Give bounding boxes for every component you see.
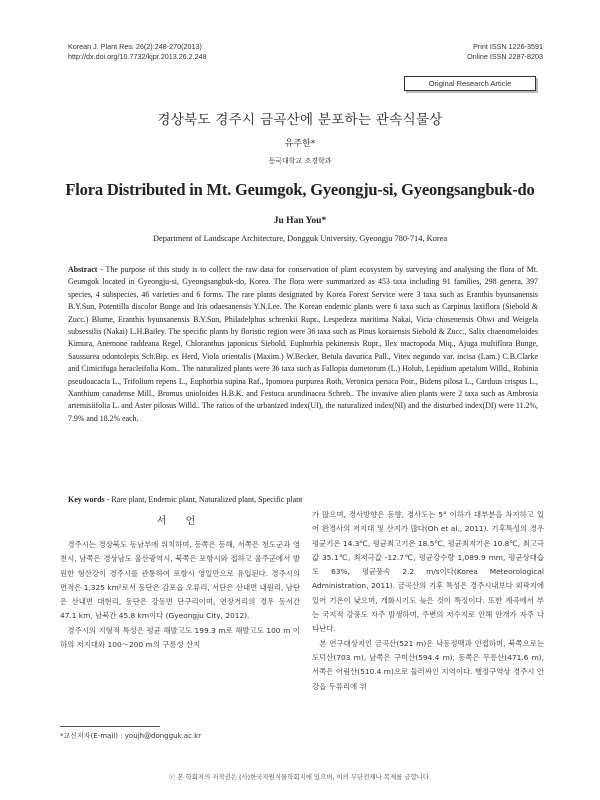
paragraph: 가 많으며, 경사방향은 동향, 경사도는 5° 이하가 대부분을 차지하고 있어 완경사의 저지대 및 산지가 많다(Oh et al., 2011). 기후특성의 경우 평균기온 14.3℃, 평균최고기온 18.5℃, 평균최저기온 10.8℃, 최고극값 35.1℃, 최저극값 -12.7℃, 평균강수량 1,089.9 mm, 평균상대습도 63%, 평균풍속 2.2 m/s이다(Korea Meteorological Administration, 2011). 금곡산의 기후 특성은 경주시내보다 외곽지에 있어 기온이 낮으며, 개화시기도 늦은 것이 특징이다. 또한 계곡에서 부는 국지적 강풍도 자주 발생하며, 주변의 저수지로 인해 안개가 자주 나타난다.: [312, 510, 544, 634]
korean-title: 경상북도 경주시 금곡산에 분포하는 관속식물상: [157, 112, 443, 128]
keywords-label: Key words: [68, 495, 105, 504]
left-column: [60, 538, 300, 652]
footnote-rule: [60, 726, 160, 727]
english-title: Flora Distributed in Mt. Geumgok, Gyeongju-si, Gyeongsangbuk-do: [65, 180, 535, 199]
abstract-label: Abstract: [68, 265, 98, 274]
paragraph: 본 연구대상지인 금곡산(521 m)은 낙동정맥과 인접하며, 북쪽으로는 도덕산(703 m), 남쪽은 구미산(594.4 m), 동쪽은 무릉산(471.6 m), 서쪽은 어림산(510.4 m)으로 둘러싸인 지역이다. 행정구역상 경주시 안강읍 두류리에 위: [312, 638, 544, 691]
copyright-notice: ⓒ 본 학회지의 저작권은 (사)한국자원식물학회지에 있으며, 이의 무단전재나 복제를 금합니다.: [168, 773, 432, 781]
issn-print: Print ISSN 1226-3591: [473, 42, 543, 51]
korean-affiliation: 동국대학교 조경학과: [268, 157, 332, 165]
journal-header-right: [340, 42, 543, 62]
corresponding-author-footnote: *교신저자(E-mail) : youjh@dongguk.ac.kr: [60, 732, 202, 740]
keywords: [68, 494, 538, 506]
issn-online: Online ISSN 2287-8203: [467, 52, 543, 61]
paragraph: 경주시의 지형적 특성은 평균 해발고도 199.3 m로 해발고도 100 m 이하의 저지대와 100～200 m의 구릉성 산지: [60, 625, 300, 650]
doi-link[interactable]: http://dx.doi.org/10.7732/kjpr.2013.26.2.248: [68, 52, 207, 61]
korean-author: 유주한*: [284, 139, 316, 149]
journal-citation: Korean J. Plant Res. 26(2):248-270(2013): [68, 42, 202, 51]
abstract-text: - The purpose of this study is to collect the raw data for conservation of plant ecosystem by surveying and analysing the flora of Mt. Geumgok located in Gyeongju-si, Gyeongsangbuk-do, Korea. The flora were summarized as 453 taxa including 91 families, 298 genera, 397 species, 4 subspecies, 46 varieties and 6 forms. The rare plants designated by Korea Forest Service were 3 taxa such as Eranthis byunsanensis B.Y.Sun, Potentilla discolor Bunge and Iris odaesanensis Y.N.Lee. The Korean endemic plants were 6 taxa such as Carpinus laxiflora (Siebold & Zucc.) Blume, Eranthis byunsanensis B.Y.Sun, Philadelphus schrenkii Rupr., Lespedeza maritima Nakai, Vicia chosenensis Ohwi and Weigela subsessilis (Nakai) L.H.Bailey. The specific plants by floristic region were 36 taxa such as Pinus koraiensis Siebold & Zucc., Salix chaenomeloides Kimura, Anemone raddeana Regel, Chloranthus japonicus Siebold, Euphorbia pekinensis Rupr., Ilex macropoda Miq., Ajuga multiflora Bunge, Saussurea odontolepis Sch.Bip. ex Herd, Viola orientalis (Maxim.) W.Becker, Betula davurica Pall., Vitex negundo var. incisa (Lam.) C.B.Clarke and Cimicifuga heracleifolia Kom.. The naturalized plants were 36 taxa such as Fallopia dumetorum (L.) Holub, Lepidium apetalum Willd., Robinia pseudoacacia L., Trifolium repens L., Euphorbia supina Raf., Ipomoea purpurea Roth, Veronica persica Poir., Bidens pilosa L., Carduus crispus L., Xanthium canadense Mill., Bromus unioloides H.B.K. and Festuca arundinacea Schreb.. The invasive alien plants were 2 taxa such as Ambrosia artemisiifolia L. and Aster pilosus Willd.. The ratios of the urbanized index(UI), the naturalized index(NI) and the disturbed index(DI) were 11.2%, 7.9% and 18.2% each.: [68, 265, 538, 423]
abstract: [68, 264, 538, 425]
article-type-badge: Original Research Article: [404, 76, 536, 91]
keywords-text: - Rare plant, Endemic plant, Naturalized plant, Specific plant: [104, 495, 303, 504]
right-column: [312, 508, 544, 694]
english-author: Ju Han You*: [273, 216, 327, 226]
english-affiliation: Department of Landscape Architecture, Dongguk University, Gyeongju 780-714, Korea: [152, 234, 448, 243]
section-heading-introduction: 서 언: [156, 516, 204, 527]
journal-header-left: [68, 42, 328, 62]
paragraph: 경주시는 경상북도 동남부에 위치하며, 동쪽은 동해, 서쪽은 청도군과 영천시, 남쪽은 경상남도 울산광역시, 북쪽은 포항시와 접하고 울주군에서 발원한 형산강이 경주시를 관통하여 포항시 영일만으로 유입된다. 경주시의 면적은 1,325 km²로서 동단은 감포읍 오류리, 서단은 산내면 내원리, 남단은 산내면 대현리, 동단은 강동면 단구리이며, 연장거리의 경우 동서간 47.1 km, 남북간 45.8 km이다 (Gyeongju City, 2012).: [60, 540, 300, 621]
